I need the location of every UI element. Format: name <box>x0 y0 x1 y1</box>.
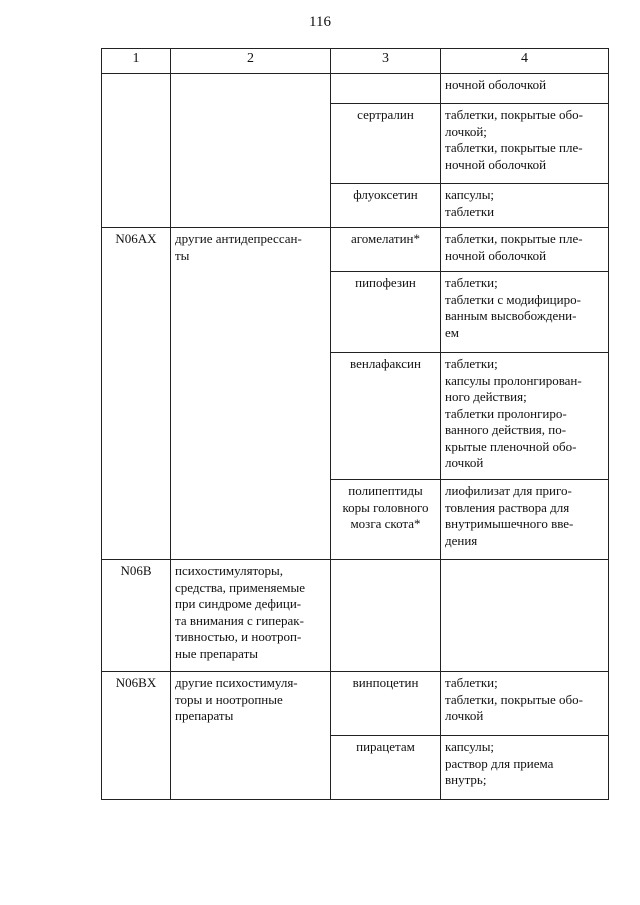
drug-name: пипофезин <box>331 272 441 353</box>
drug-name: сертралин <box>331 104 441 184</box>
drug-name: флуоксетин <box>331 184 441 228</box>
group-name: психостимуляторы, средства, применяемые при синдроме дефици- та внимания с гиперак- тивностью, и ноотроп- ные препараты <box>171 560 331 672</box>
drug-name: пирацетам <box>331 736 441 800</box>
header-col-4: 4 <box>441 49 609 74</box>
drug-name: венлафаксин <box>331 353 441 480</box>
group-name <box>171 74 331 228</box>
atc-code: N06AX <box>102 228 171 560</box>
drug-name <box>331 560 441 672</box>
dosage-forms: таблетки; капсулы пролонгирован- ного действия; таблетки пролонгиро- ванного действия, по- крытые пленочной обо- лочкой <box>441 353 609 480</box>
drug-name <box>331 74 441 104</box>
group-name: другие антидепрессан- ты <box>171 228 331 560</box>
dosage-forms: таблетки; таблетки, покрытые обо- лочкой <box>441 672 609 736</box>
dosage-forms: таблетки, покрытые пле- ночной оболочкой <box>441 228 609 272</box>
atc-code: N06B <box>102 560 171 672</box>
atc-code <box>102 74 171 228</box>
drug-name: агомелатин* <box>331 228 441 272</box>
page-number: 116 <box>309 14 331 30</box>
table-row <box>102 560 609 672</box>
dosage-forms: капсулы; раствор для приема внутрь; <box>441 736 609 800</box>
header-col-2: 2 <box>171 49 331 74</box>
drug-name: полипептиды коры головного мозга скота* <box>331 480 441 560</box>
group-name: другие психостимуля- торы и ноотропные препараты <box>171 672 331 800</box>
drug-name: винпоцетин <box>331 672 441 736</box>
table-row <box>102 228 609 272</box>
dosage-forms: таблетки; таблетки с модифициро- ванным высвобождени- ем <box>441 272 609 353</box>
drug-table <box>101 48 609 800</box>
header-col-1: 1 <box>102 49 171 74</box>
table-row <box>102 74 609 104</box>
dosage-forms: таблетки, покрытые обо- лочкой; таблетки, покрытые пле- ночной оболочкой <box>441 104 609 184</box>
table-row <box>102 672 609 736</box>
header-col-3: 3 <box>331 49 441 74</box>
atc-code: N06BX <box>102 672 171 800</box>
dosage-forms: лиофилизат для приго- товления раствора для внутримышечного вве- дения <box>441 480 609 560</box>
dosage-forms: капсулы; таблетки <box>441 184 609 228</box>
dosage-forms: ночной оболочкой <box>441 74 609 104</box>
table-header-row <box>102 49 609 74</box>
dosage-forms <box>441 560 609 672</box>
